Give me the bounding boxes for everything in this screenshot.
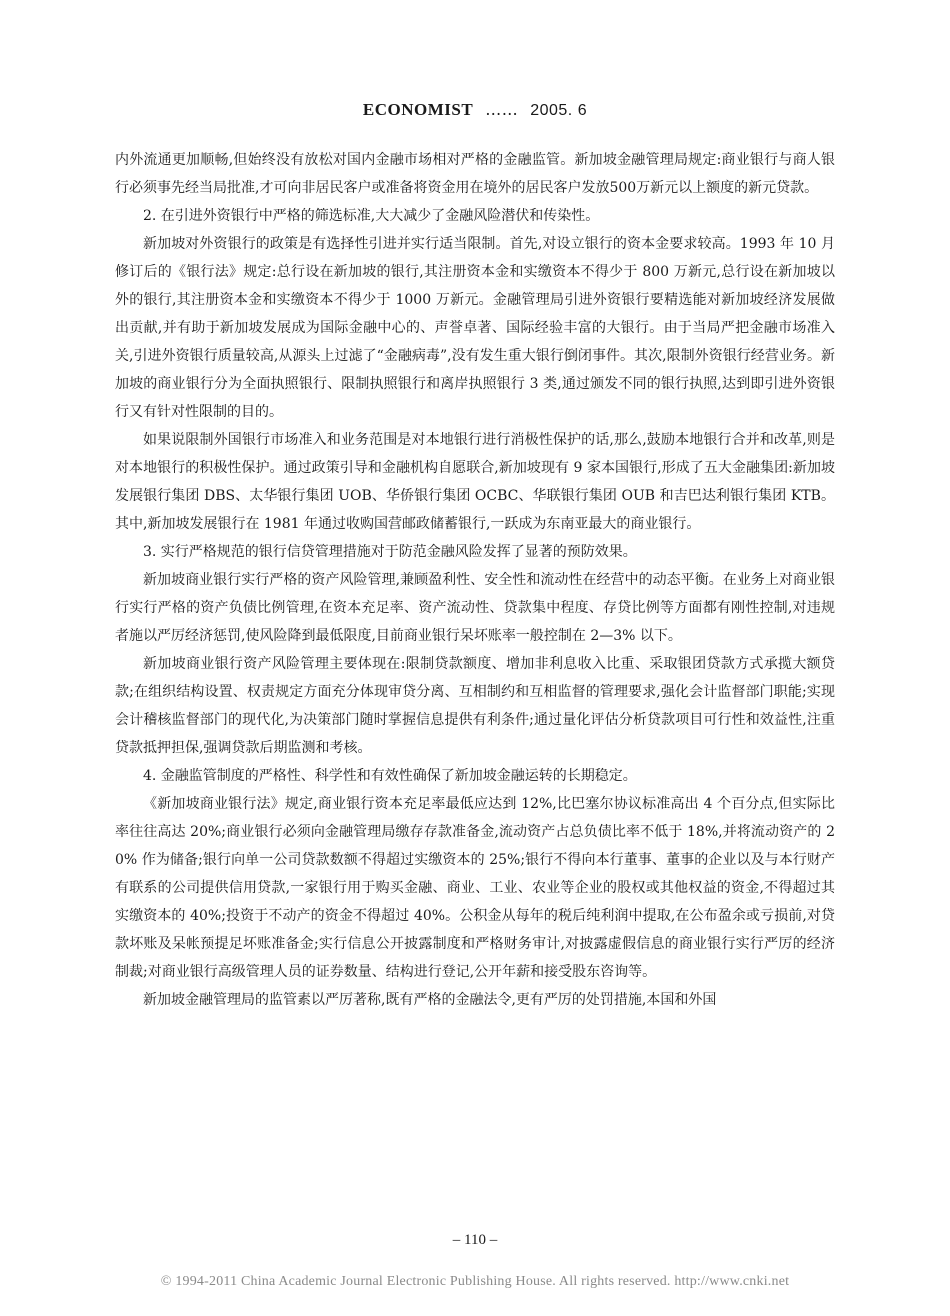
paragraph: 新加坡商业银行实行严格的资产风险管理,兼顾盈利性、安全性和流动性在经营中的动态平衡。在业务上对商业银行实行严格的资产负债比例管理,在资本充足率、资产流动性、贷款集中程度、存贷比例等方面都有刚性控制,对违规者施以严厉经济惩罚,使风险降到最低限度,目前商业银行呆坏账率一般控制在 2—3% 以下。 xyxy=(115,572,835,644)
issue-number: 2005. 6 xyxy=(530,102,588,119)
page-number: – 110 – xyxy=(452,1232,498,1248)
header-separator: …… xyxy=(485,100,519,119)
section-heading-4: 4. 金融监管制度的严格性、科学性和有效性确保了新加坡金融运转的长期稳定。 xyxy=(143,768,637,784)
section-heading-2: 2. 在引进外资银行中严格的筛选标准,大大减少了金融风险潜伏和传染性。 xyxy=(143,208,600,224)
paragraph: 新加坡对外资银行的政策是有选择性引进并实行适当限制。首先,对设立银行的资本金要求较高。1993 年 10 月修订后的《银行法》规定:总行设在新加坡的银行,其注册资本金和实缴资本不得少于 800 万新元,总行设在新加坡以外的银行,其注册资本金和实缴资本不得少于 1000 万新元。金融管理局引进外资银行要精选能对新加坡经济发展做出贡献,并有助于新加坡发展成为国际金融中心的、声誉卓著、国际经验丰富的大银行。由于当局严把金融市场准入关,引进外资银行质量较高,从源头上过滤了“金融病毒”,没有发生重大银行倒闭事件。其次,限制外资银行经营业务。新加坡的商业银行分为全面执照银行、限制执照银行和离岸执照银行 3 类,通过颁发不同的银行执照,达到即引进外资银行又有针对性限制的目的。 xyxy=(115,236,835,420)
section-heading-3: 3. 实行严格规范的银行信贷管理措施对于防范金融风险发挥了显著的预防效果。 xyxy=(143,544,637,560)
paragraph: 新加坡金融管理局的监管素以严厉著称,既有严格的金融法令,更有严厉的处罚措施,本国和外国 xyxy=(143,992,717,1008)
paragraph: 如果说限制外国银行市场准入和业务范围是对本地银行进行消极性保护的话,那么,鼓励本地银行合并和改革,则是对本地银行的积极性保护。通过政策引导和金融机构自愿联合,新加坡现有 9 家本国银行,形成了五大金融集团:新加坡发展银行集团 DBS、太华银行集团 UOB、华侨银行集团 OCBC、华联银行集团 OUB 和吉巴达利银行集团 KTB。其中,新加坡发展银行在 1981 年通过收购国营邮政储蓄银行,一跃成为东南亚最大的商业银行。 xyxy=(115,432,835,532)
running-header xyxy=(0,100,950,120)
copyright-footer: © 1994-2011 China Academic Journal Electronic Publishing House. All rights reserved. http://www.cnki.net xyxy=(160,1274,790,1289)
journal-title: ECONOMIST xyxy=(362,100,474,119)
paragraph: 《新加坡商业银行法》规定,商业银行资本充足率最低应达到 12%,比巴塞尔协议标准高出 4 个百分点,但实际比率往往高达 20%;商业银行必须向金融管理局缴存存款准备金,流动资产占总负债比率不低于 18%,并将流动资产的 20% 作为储备;银行向单一公司贷款数额不得超过实缴资本的 25%;银行不得向本行董事、董事的企业以及与本行财产有联系的公司提供信用贷款,一家银行用于购买金融、商业、工业、农业等企业的股权或其他权益的资金,不得超过其实缴资本的 40%;投资于不动产的资金不得超过 40%。公积金从每年的税后纯利润中提取,在公布盈余或亏损前,对贷款坏账及呆帐预提足坏账准备金;实行信息公开披露制度和严格财务审计,对披露虚假信息的商业银行实行严厉的经济制裁;对商业银行高级管理人员的证券数量、结构进行登记,公开年薪和接受股东咨询等。 xyxy=(115,796,835,980)
article-body xyxy=(115,146,835,1014)
paragraph-continuation: 内外流通更加顺畅,但始终没有放松对国内金融市场相对严格的金融监管。新加坡金融管理局规定:商业银行与商人银行必须事先经当局批准,才可向非居民客户或准备将资金用在境外的居民客户发放500万新元以上额度的新元贷款。 xyxy=(115,152,835,196)
paragraph: 新加坡商业银行资产风险管理主要体现在:限制贷款额度、增加非利息收入比重、采取银团贷款方式承揽大额贷款;在组织结构设置、权责规定方面充分体现审贷分离、互相制约和互相监督的管理要求,强化会计监督部门职能;实现会计稽核监督部门的现代化,为决策部门随时掌握信息提供有利条件;通过量化评估分析贷款项目可行性和效益性,注重贷款抵押担保,强调贷款后期监测和考核。 xyxy=(115,656,835,756)
